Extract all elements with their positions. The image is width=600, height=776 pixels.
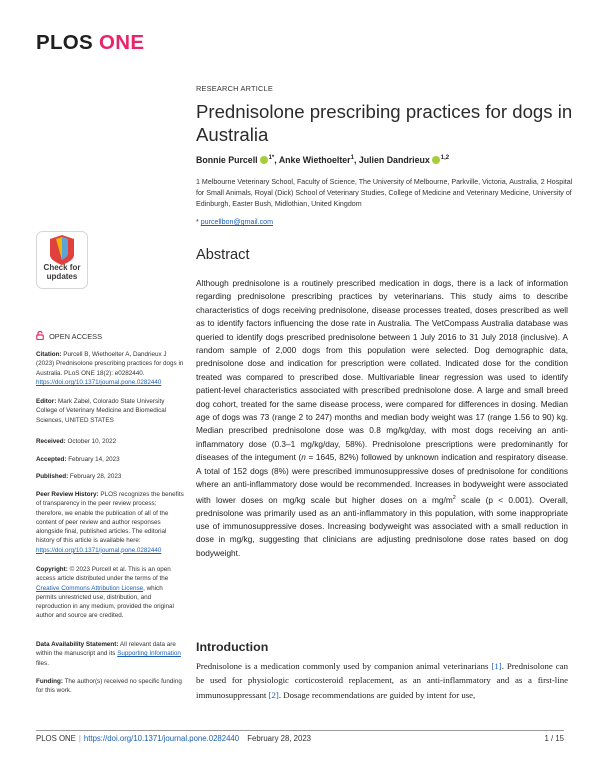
introduction-heading: Introduction — [196, 640, 269, 654]
accepted-date: February 14, 2023 — [66, 456, 120, 463]
author-name[interactable]: Julien Dandrieux — [358, 155, 430, 165]
received-block — [36, 437, 184, 446]
editor-label: Editor: — [36, 398, 57, 405]
copyright-text: © 2023 Purcell et al. This is an open access article distributed under the terms of the — [36, 566, 171, 583]
peer-review-link[interactable]: https://doi.org/10.1371/journal.pone.0282440 — [36, 546, 162, 554]
reference-link[interactable]: [1] — [491, 661, 502, 671]
published-label: Published: — [36, 473, 69, 480]
footer-divider — [36, 730, 564, 731]
published-block — [36, 472, 184, 481]
copyright-label: Copyright: — [36, 566, 68, 573]
open-lock-icon — [36, 331, 44, 340]
author-sup: 1,2 — [440, 155, 450, 162]
editor-block — [36, 397, 184, 425]
orcid-icon[interactable] — [432, 156, 440, 164]
citation-text: Purcell B, Wiethoelter A, Dandrieux J (2023) Prednisolone prescribing practices for dogs in Australia. PLoS ONE 18(2): e0282440. — [36, 351, 184, 377]
received-label: Received: — [36, 438, 66, 445]
article-type: RESEARCH ARTICLE — [196, 84, 273, 93]
funding-block — [36, 677, 184, 696]
data-availability-label: Data Availability Statement: — [36, 641, 119, 648]
copyright-block — [36, 565, 184, 621]
supporting-info-link[interactable]: Supporting Information — [117, 650, 181, 658]
reference-link[interactable]: [2] — [268, 689, 279, 700]
peer-review-label: Peer Review History: — [36, 491, 99, 498]
copyright-text-end: , which permits unrestricted use, distribution, and reproduction in any medium, provided the original author and source are credited. — [36, 584, 174, 620]
accepted-block — [36, 455, 184, 464]
funding-text: The author(s) received no specific funding for this work. — [36, 678, 182, 695]
logo-one: ONE — [99, 31, 145, 54]
journal-logo[interactable] — [36, 31, 144, 55]
author-list: Bonnie Purcell $^{1*}$, Anke Wiethoelter$^1$, Julien Dandrieux $^{1,2}$ — [196, 155, 450, 165]
footer-doi-link[interactable]: https://doi.org/10.1371/journal.pone.0282440 — [83, 734, 240, 743]
abstract-text: Although prednisolone is a routinely prescribed medication in dogs, there is a lack of information regarding prednisolone prescribing practices by veterinarians. This study aims to describe characteristics of dogs receiving prednisolone, disease processes treated, doses prescribed as well as to identify factors influencing the dose rate in Australia. The VetCompass Australia database was queried to identify dogs prescribed prednisolone between 1 July 2016 to 31 July 2018 (inclusive). A random sample of 2,000 dogs from this population were selected. Dog demographic data, prednisolone dose and indication for prescription were collated. Indicated dose for the condition treated was compared to prescribed dose. Multivariable linear regression was used to identify patient-level characteristics associated with prescribed prednisolone dose. A large and small breed dog cohort, treated for the same disease process, were compared for differences in dosing. Median age of dogs was 73 (range 2 to 247) months and median body weight was 17 (range 1.56 to 90) kg. Median prescribed prednisolone dose was 0.8 mg/kg/day, with most dogs receiving an anti-inflammatory dose (0.3–1 mg/kg/day, 58%). Prednisolone prescriptions were predominantly for diseases of the integument (n = 1645, 82%) followed by unknown indication and respiratory disease. A total of 152 dogs (8%) were prescribed immunosuppressive doses of prednisolone for conditions where an anti-inflammatory dose would be recommended. Increases in bodyweight were associated with lower doses on mg/kg scale but higher doses on a $mg/m^2$ scale (p < 0.001). Overall, prednisolone was primarily used as an anti-inflammatory in this population, with some inappropriate use of immunosuppressive doses. Increasing bodyweight was associated with a small reduction in dose in mg/kg, suggesting that clinicians are adjusting prednisolone dose rates based on dog bodyweight. — [196, 278, 569, 558]
article-title: Prednisolone prescribing practices for dogs in Australia — [196, 101, 573, 145]
open-access-label: OPEN ACCESS — [49, 332, 103, 341]
funding-label: Funding: — [36, 678, 63, 685]
check-for-updates-label[interactable]: Check for updates — [43, 263, 81, 281]
abstract-heading: Abstract — [196, 247, 250, 263]
footer: PLOS ONE | https://doi.org/10.1371/journal.pone.0282440 February 28, 2023 — [36, 734, 311, 743]
email-link[interactable]: purcellbon@gmail.com — [200, 218, 273, 226]
data-availability-end: files. — [36, 659, 49, 667]
author-name[interactable]: Anke Wiethoelter — [278, 155, 351, 165]
corresponding-email: * purcellbon@gmail.com — [196, 218, 273, 226]
accepted-label: Accepted: — [36, 456, 67, 463]
author-sup: 1 — [350, 155, 354, 162]
logo-plos: PLOS — [36, 31, 94, 54]
author-name[interactable]: Bonnie Purcell — [196, 155, 258, 165]
open-access — [36, 331, 102, 341]
license-link[interactable]: Creative Commons Attribution License — [36, 584, 144, 592]
orcid-icon[interactable] — [260, 156, 268, 164]
received-date: October 10, 2022 — [65, 438, 117, 445]
data-availability-text: All relevant data are within the manuscript and its — [36, 641, 176, 658]
introduction-text: Prednisolone is a medication commonly used by companion animal veterinarians [1]. Prednisolone can be used for physiologic corticosteroid replacement, as an anti-inflammatory and as a first-line immunosuppressant [2]. Dosage recommendations are guided by intent for use, — [196, 661, 568, 700]
citation-block — [36, 350, 184, 387]
footer-journal: PLOS ONE — [36, 734, 76, 743]
citation-link[interactable]: https://doi.org/10.1371/journal.pone.0282440 — [36, 378, 162, 386]
editor-text: Mark Zabel, Colorado State University College of Veterinary Medicine and Biomedical Sciences, UNITED STATES — [36, 398, 167, 424]
peer-review-text: PLOS recognizes the benefits of transparency in the peer review process; therefore, we enable the publication of all of the content of peer review and author responses alongside final, published articles. The editorial history of this article is available here: — [36, 491, 184, 545]
page-number: 1 / 15 — [544, 734, 564, 743]
footer-date: February 28, 2023 — [247, 734, 311, 743]
affiliations: 1 Melbourne Veterinary School, Faculty of Science, The University of Melbourne, Parkville, Victoria, Australia, 2 Hospital for Small Animals, Royal (Dick) School of Veterinary Studies, College of Medicine and Veterinary Medicine, University of Edinburgh, Easter Bush, Midlothian, United Kingdom — [196, 178, 573, 208]
peer-review-block — [36, 490, 184, 555]
citation-label: Citation: — [36, 351, 62, 358]
author-sup: 1* — [268, 155, 275, 162]
published-date: February 28, 2023 — [68, 473, 122, 480]
data-availability-block — [36, 640, 184, 668]
